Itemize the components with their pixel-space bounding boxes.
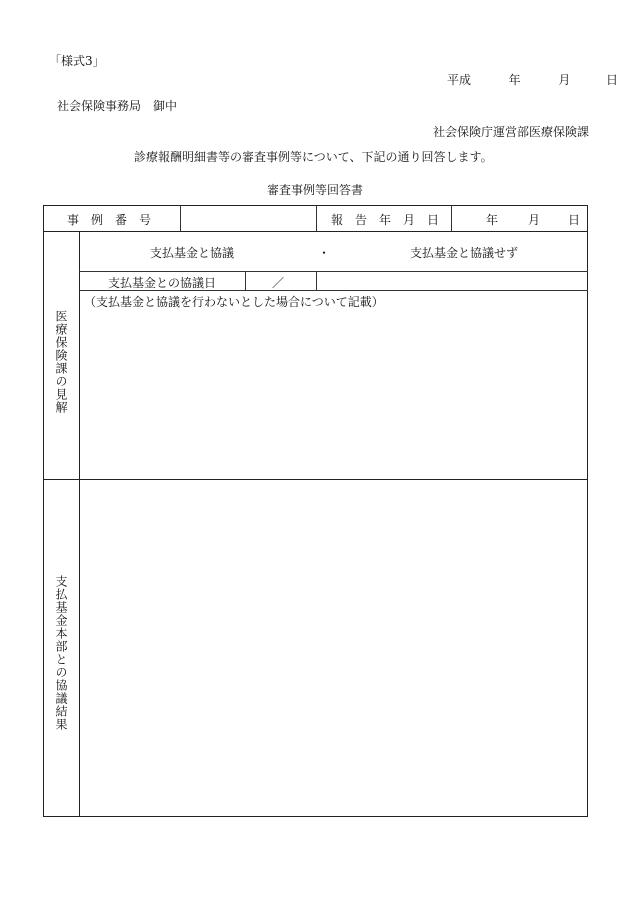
- report-date-field[interactable]: [486, 211, 580, 228]
- consult-date-field[interactable]: [320, 273, 584, 289]
- addressee: 社会保険事務局 御中: [57, 99, 178, 113]
- form-number: 「様式3」: [49, 54, 105, 68]
- section1-body[interactable]: [84, 312, 584, 474]
- header-col-divider-1: [180, 205, 181, 231]
- case-number-field[interactable]: [185, 207, 311, 229]
- form-title: 審査事例等回答書: [266, 183, 363, 197]
- section2-body[interactable]: [84, 484, 584, 812]
- case-number-label: 事 例 番 号: [67, 213, 152, 227]
- date-year: 年: [508, 73, 521, 87]
- report-date-month: 月: [528, 213, 541, 227]
- date-month: 月: [558, 73, 571, 87]
- option-consult[interactable]: 支払基金と協議: [150, 246, 235, 260]
- consult-date-slash[interactable]: ／: [272, 276, 285, 290]
- section2-label: 支払基金本部との協議結果: [54, 575, 68, 731]
- section1-label: 医療保険課の見解: [54, 310, 68, 414]
- intro-text: 診療報酬明細書等の審査事例等について、下記の通り回答します。: [134, 150, 493, 164]
- section1-note: （支払基金と協議を行わないとした場合について記載）: [84, 295, 384, 309]
- consult-col-divider-2: [316, 271, 317, 290]
- section-divider: [43, 479, 588, 480]
- report-date-year: 年: [486, 213, 499, 227]
- report-date-label: 報 告 年 月 日: [331, 213, 440, 227]
- header-col-divider-3: [451, 205, 452, 231]
- option-no-consult[interactable]: 支払基金と協議せず: [410, 246, 519, 260]
- date-day: 日: [606, 73, 619, 87]
- consult-col-divider-1: [245, 271, 246, 290]
- option-separator: ・: [318, 246, 331, 260]
- report-date-day: 日: [568, 213, 581, 227]
- sender: 社会保険庁運営部医療保険課: [432, 125, 589, 139]
- label-column-divider: [79, 231, 80, 817]
- consult-date-label: 支払基金との協議日: [108, 276, 217, 290]
- date-era: 平成: [447, 73, 472, 87]
- document-date: [447, 71, 618, 88]
- consult-row-top: [79, 271, 588, 272]
- header-row-divider: [43, 231, 588, 232]
- header-col-divider-2: [316, 205, 317, 231]
